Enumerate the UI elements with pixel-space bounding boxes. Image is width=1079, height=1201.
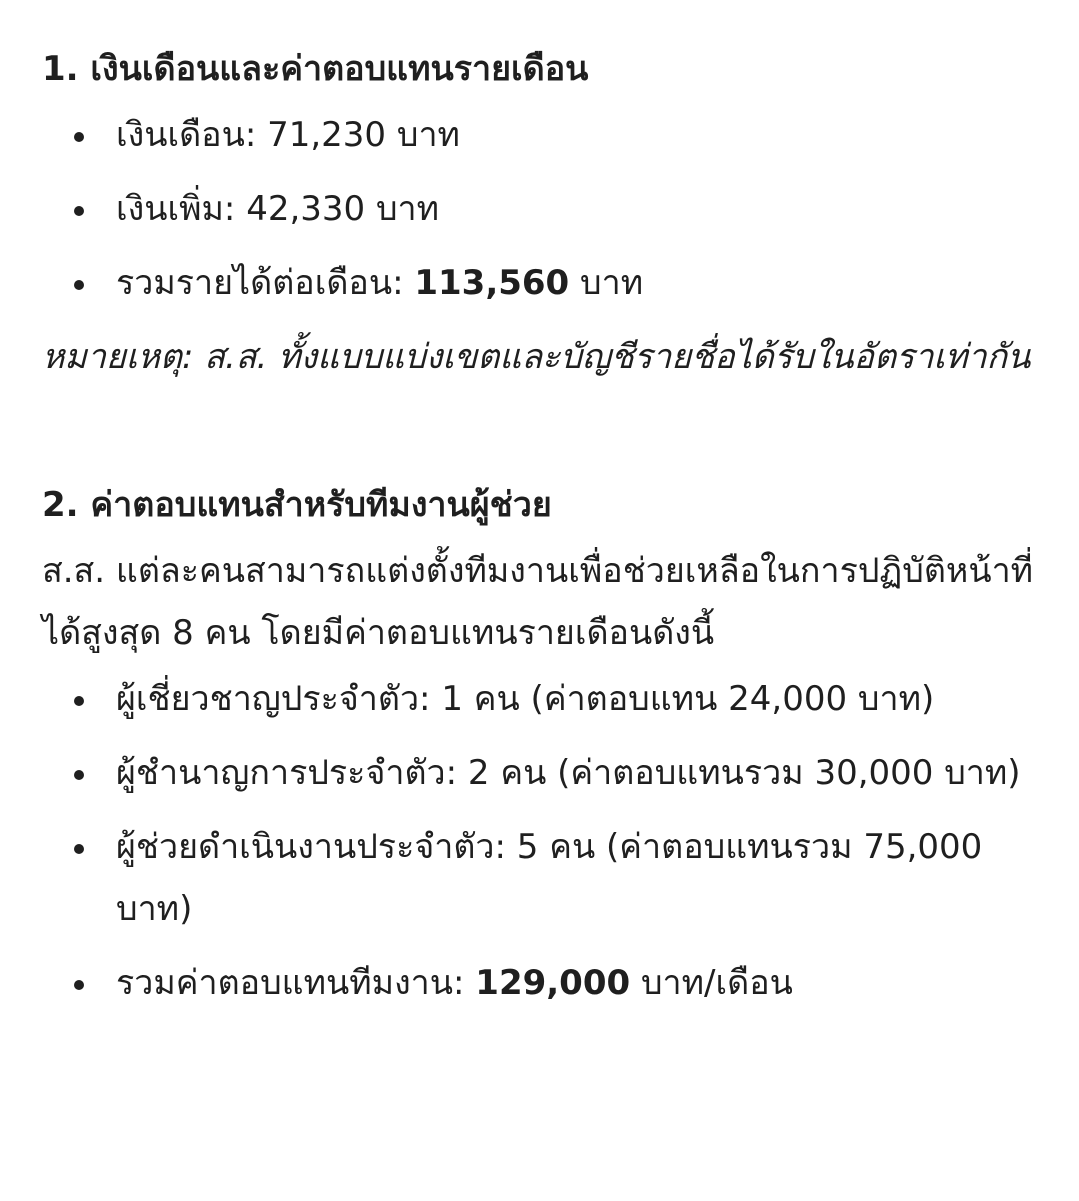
total-label: รวมค่าตอบแทนทีมงาน: xyxy=(116,963,476,1003)
list-item xyxy=(42,178,1039,240)
item-value: 71,230 xyxy=(267,115,387,155)
item-label: เงินเพิ่ม: xyxy=(116,189,247,229)
total-unit: บาท/เดือน xyxy=(630,963,793,1003)
section-1-list xyxy=(42,104,1039,314)
list-item: ผู้ช่วยดำเนินงานประจำตัว: 5 คน (ค่าตอบแทนรวม 75,000 บาท) xyxy=(42,816,1039,940)
item-label: เงินเดือน: xyxy=(116,115,268,155)
item-unit: บาท xyxy=(365,189,440,229)
list-item: ผู้เชี่ยวชาญประจำตัว: 1 คน (ค่าตอบแทน 24,000 บาท) xyxy=(42,668,1039,730)
item-unit: บาท xyxy=(386,115,460,155)
item-label: รวมรายได้ต่อเดือน: xyxy=(116,263,415,303)
list-item: ผู้ชำนาญการประจำตัว: 2 คน (ค่าตอบแทนรวม 30,000 บาท) xyxy=(42,742,1039,804)
list-item xyxy=(42,252,1039,314)
section-2-list xyxy=(42,668,1039,1014)
section-1-heading: 1. เงินเดือนและค่าตอบแทนรายเดือน xyxy=(42,49,589,89)
section-2-intro: ส.ส. แต่ละคนสามารถแต่งตั้งทีมงานเพื่อช่วยเหลือในการปฏิบัติหน้าที่ได้สูงสุด 8 คน โดยมีค่าตอบแทนรายเดือนดังนี้ xyxy=(42,551,1034,653)
list-item-total xyxy=(42,952,1039,1014)
list-item xyxy=(42,104,1039,166)
item-value: 113,560 xyxy=(414,263,570,303)
section-2-heading: 2. ค่าตอบแทนสำหรับทีมงานผู้ช่วย xyxy=(42,485,552,525)
total-value: 129,000 xyxy=(475,963,631,1003)
item-value: 42,330 xyxy=(246,189,366,229)
item-unit: บาท xyxy=(569,263,644,303)
section-1-note: หมายเหตุ: ส.ส. ทั้งแบบแบ่งเขตและบัญชีรายชื่อได้รับในอัตราเท่ากัน xyxy=(42,337,1031,377)
